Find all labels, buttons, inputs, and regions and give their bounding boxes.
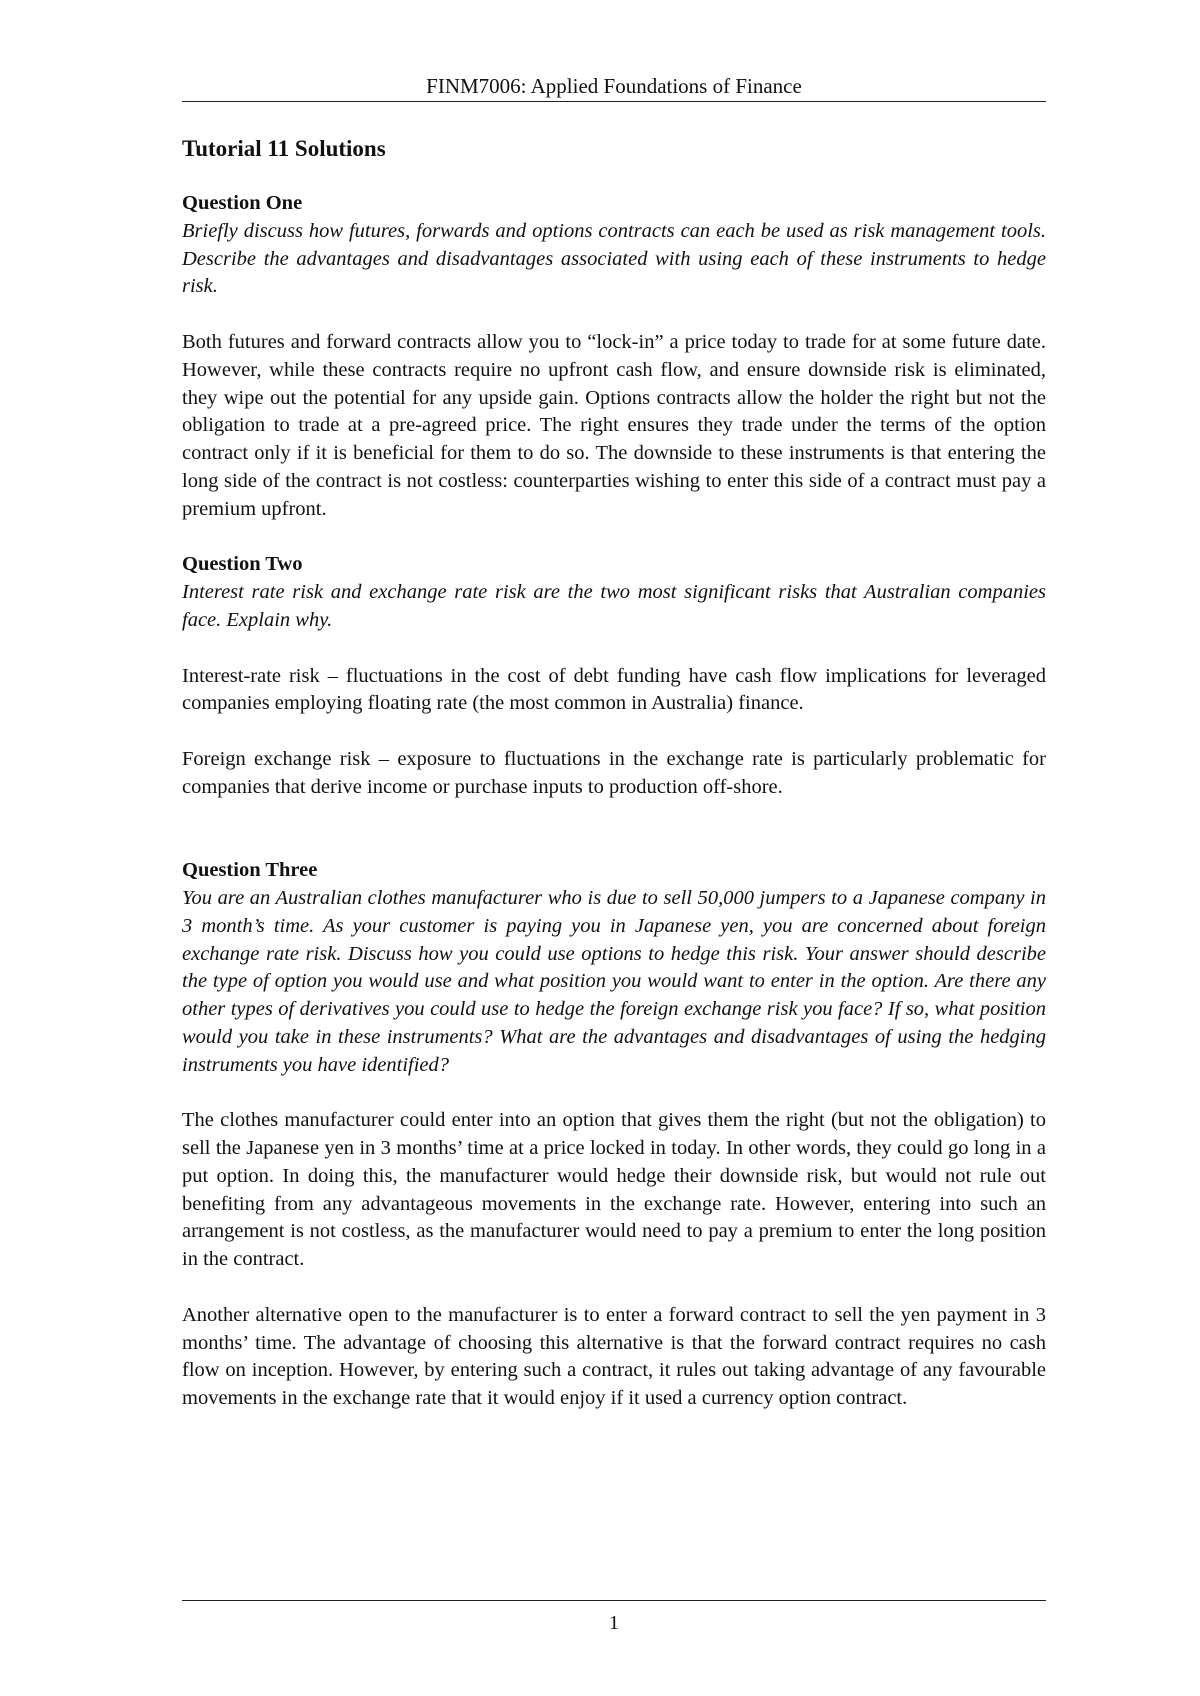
answer-paragraph: Interest-rate risk – fluctuations in the cost of debt funding have cash flow implications for leveraged companies employing floating rate (the most common in Australia) finance. (182, 664, 1046, 715)
running-header: FINM7006: Applied Foundations of Finance (426, 74, 802, 98)
document-title: Tutorial 11 Solutions (182, 136, 386, 161)
question-prompt: You are an Australian clothes manufacturer who is due to sell 50,000 jumpers to a Japanese company in 3 month’s time. As your customer is paying you in Japanese yen, you are concerned about foreign exchange rate risk. Discuss how you could use options to hedge this risk. Your answer should describe the type of option you would use and what position you would want to enter in the option. Are there any other types of derivatives you could use to hedge the foreign exchange risk you face? If so, what position would you take in these instruments? What are the advantages and disadvantages of using the hedging instruments you have identified? (182, 886, 1046, 1076)
question-prompt: Interest rate risk and exchange rate risk are the two most significant risks that Australian companies face. Explain why. (182, 581, 1046, 631)
header-rule (182, 101, 1046, 102)
question-prompt: Briefly discuss how futures, forwards and options contracts can each be used as risk management tools. Describe the advantages and disadvantages associated with using each of these instruments to hedge risk. (182, 219, 1046, 298)
answer-paragraph: Foreign exchange risk – exposure to fluctuations in the exchange rate is particularly problematic for companies that derive income or purchase inputs to production off-shore. (182, 747, 1046, 798)
page-number: 1 (608, 1612, 620, 1634)
question-heading: Question Two (182, 553, 303, 576)
document-body (182, 128, 1046, 1441)
footer-rule (182, 1600, 1046, 1601)
section-spacer (182, 829, 1046, 857)
answer-paragraph: Another alternative open to the manufacturer is to enter a forward contract to sell the yen payment in 3 months’ time. The advantage of choosing this alternative is that the forward contract requires no cash flow on inception. However, by entering such a contract, it rules out taking advantage of any favourable movements in the exchange rate that it would enjoy if it used a currency option contract. (182, 1303, 1046, 1410)
question-section-three (182, 857, 1046, 1413)
question-section-one (182, 190, 1046, 524)
answer-paragraph: The clothes manufacturer could enter into an option that gives them the right (but not the obligation) to sell the Japanese yen in 3 months’ time at a price locked in today. In other words, they could go long in a put option. In doing this, the manufacturer would hedge their downside risk, but would not rule out benefiting from any advantageous movements in the exchange rate. However, entering into such an arrangement is not costless, as the manufacturer would need to pay a premium to enter the long position in the contract. (182, 1109, 1046, 1271)
question-heading: Question Three (182, 859, 318, 882)
question-section-two (182, 551, 1046, 801)
question-heading: Question One (182, 192, 303, 214)
answer-paragraph: Both futures and forward contracts allow you to “lock-in” a price today to trade for at some future date. However, while these contracts require no upfront cash flow, and ensure downside risk is eliminated, they wipe out the potential for any upside gain. Options contracts allow the holder the right but not the obligation to trade at a pre-agreed price. The right ensures they trade under the terms of the option contract only if it is beneficial for them to do so. The downside to these instruments is that entering the long side of the contract is not costless: counterparties wishing to enter this side of a contract must pay a premium upfront. (182, 330, 1046, 520)
